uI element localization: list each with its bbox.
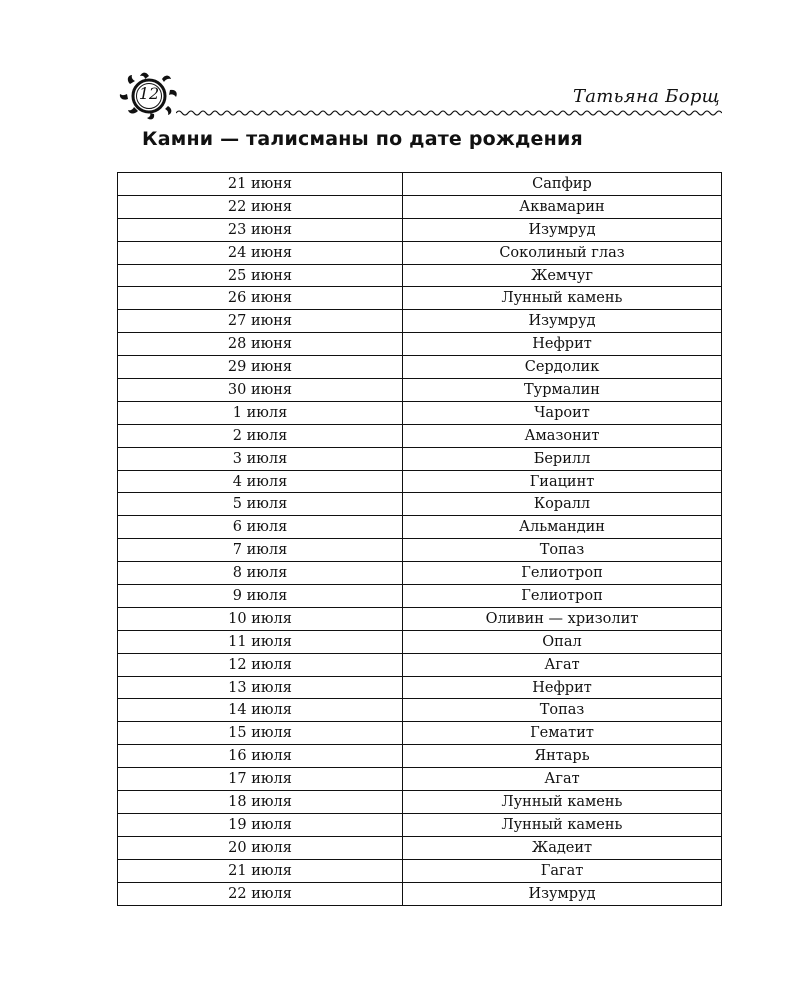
date-cell: 5 июля: [118, 493, 403, 516]
stone-cell: Амазонит: [403, 424, 722, 447]
table-row: [118, 379, 722, 402]
stone-cell: Гиацинт: [403, 470, 722, 493]
date-cell: 8 июля: [118, 562, 403, 585]
stone-cell: Жадеит: [403, 836, 722, 859]
birthstones-table: [117, 172, 722, 906]
stone-cell: Топаз: [403, 699, 722, 722]
table-row: [118, 745, 722, 768]
stone-cell: Опал: [403, 630, 722, 653]
table-row: [118, 813, 722, 836]
date-cell: 9 июля: [118, 585, 403, 608]
stone-cell: Альмандин: [403, 516, 722, 539]
date-cell: 28 июня: [118, 333, 403, 356]
stone-cell: Янтарь: [403, 745, 722, 768]
table-row: [118, 287, 722, 310]
date-cell: 22 июня: [118, 195, 403, 218]
table-row: [118, 562, 722, 585]
date-cell: 27 июня: [118, 310, 403, 333]
date-cell: 17 июля: [118, 768, 403, 791]
stone-cell: Сердолик: [403, 356, 722, 379]
table-row: [118, 241, 722, 264]
table-row: [118, 768, 722, 791]
table-row: [118, 470, 722, 493]
table-row: [118, 356, 722, 379]
stone-cell: Агат: [403, 768, 722, 791]
stone-cell: Коралл: [403, 493, 722, 516]
wavy-divider: [176, 108, 722, 118]
table-row: [118, 630, 722, 653]
author-name: Татьяна Борщ: [572, 86, 720, 107]
date-cell: 10 июля: [118, 607, 403, 630]
table-row: [118, 195, 722, 218]
page-title: Камни — талисманы по дате рождения: [142, 128, 583, 150]
date-cell: 1 июля: [118, 401, 403, 424]
stone-cell: Чароит: [403, 401, 722, 424]
table-row: [118, 333, 722, 356]
table-row: [118, 516, 722, 539]
table-row: [118, 264, 722, 287]
stone-cell: Гематит: [403, 722, 722, 745]
table-row: [118, 173, 722, 196]
stone-cell: Нефрит: [403, 333, 722, 356]
date-cell: 22 июля: [118, 882, 403, 905]
stone-cell: Изумруд: [403, 882, 722, 905]
table-row: [118, 424, 722, 447]
page-number: 12: [138, 84, 160, 103]
date-cell: 20 июля: [118, 836, 403, 859]
date-cell: 19 июля: [118, 813, 403, 836]
stone-cell: Гагат: [403, 859, 722, 882]
stone-cell: Соколиный глаз: [403, 241, 722, 264]
stone-cell: Турмалин: [403, 379, 722, 402]
table-row: [118, 218, 722, 241]
date-cell: 14 июля: [118, 699, 403, 722]
page-header: [118, 66, 722, 122]
date-cell: 23 июня: [118, 218, 403, 241]
table-row: [118, 653, 722, 676]
date-cell: 16 июля: [118, 745, 403, 768]
date-cell: 29 июня: [118, 356, 403, 379]
date-cell: 15 июля: [118, 722, 403, 745]
table-row: [118, 539, 722, 562]
stone-cell: Топаз: [403, 539, 722, 562]
date-cell: 4 июля: [118, 470, 403, 493]
table-row: [118, 447, 722, 470]
table-row: [118, 585, 722, 608]
stone-cell: Лунный камень: [403, 813, 722, 836]
stone-cell: Гелиотроп: [403, 562, 722, 585]
stone-cell: Берилл: [403, 447, 722, 470]
stone-cell: Аквамарин: [403, 195, 722, 218]
stone-cell: Сапфир: [403, 173, 722, 196]
date-cell: 13 июля: [118, 676, 403, 699]
date-cell: 21 июля: [118, 859, 403, 882]
table-row: [118, 722, 722, 745]
table-row: [118, 836, 722, 859]
date-cell: 7 июля: [118, 539, 403, 562]
table-row: [118, 607, 722, 630]
date-cell: 24 июня: [118, 241, 403, 264]
date-cell: 11 июля: [118, 630, 403, 653]
stone-cell: Лунный камень: [403, 791, 722, 814]
date-cell: 2 июля: [118, 424, 403, 447]
table-row: [118, 859, 722, 882]
stone-cell: Лунный камень: [403, 287, 722, 310]
date-cell: 12 июля: [118, 653, 403, 676]
table-row: [118, 791, 722, 814]
date-cell: 18 июля: [118, 791, 403, 814]
stone-cell: Агат: [403, 653, 722, 676]
stone-cell: Нефрит: [403, 676, 722, 699]
date-cell: 21 июня: [118, 173, 403, 196]
date-cell: 26 июня: [118, 287, 403, 310]
table-row: [118, 401, 722, 424]
stone-cell: Оливин — хризолит: [403, 607, 722, 630]
stone-cell: Изумруд: [403, 218, 722, 241]
date-cell: 6 июля: [118, 516, 403, 539]
table-row: [118, 699, 722, 722]
table-row: [118, 882, 722, 905]
date-cell: 30 июня: [118, 379, 403, 402]
date-cell: 3 июля: [118, 447, 403, 470]
table-row: [118, 676, 722, 699]
table-row: [118, 493, 722, 516]
date-cell: 25 июня: [118, 264, 403, 287]
stone-cell: Жемчуг: [403, 264, 722, 287]
stone-cell: Изумруд: [403, 310, 722, 333]
table-row: [118, 310, 722, 333]
stone-cell: Гелиотроп: [403, 585, 722, 608]
